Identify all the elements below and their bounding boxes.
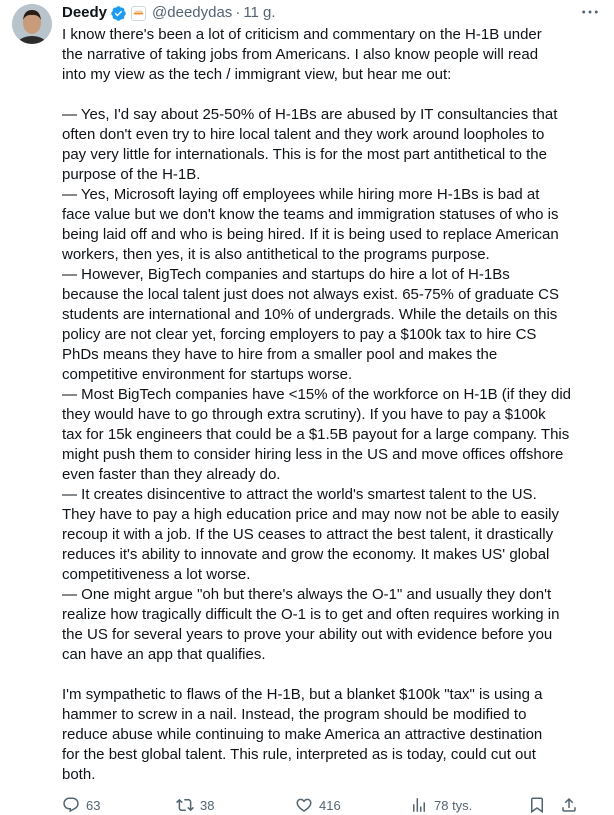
tweet-text-line: policy are not clear yet, forcing employers to pay a $100k tax to hire CS: [62, 326, 537, 343]
tweet-text-line: competitive environment for startups worse.: [62, 366, 353, 383]
repost-button[interactable]: [176, 795, 214, 815]
tweet-text-line: the narrative of taking jobs from Americans. I also know people will read: [62, 46, 539, 63]
tweet-text-line: competitiveness a lot worse.: [62, 566, 251, 583]
tweet-text-line: I'm sympathetic to flaws of the H-1B, but a blanket $100k "tax" is using a: [62, 686, 543, 703]
heart-icon: [295, 796, 313, 814]
tweet-text-line: might push them to consider hiring less in the US and move offices offshore: [62, 446, 564, 463]
reply-icon: [62, 796, 80, 814]
repost-icon: [176, 796, 194, 814]
reply-count: 63: [86, 797, 101, 813]
tweet-text-line: even faster than they already do.: [62, 466, 281, 483]
timestamp[interactable]: 11 g.: [243, 4, 276, 21]
tweet-text-line: — Yes, Microsoft laying off employees while hiring more H-1Bs is bad at: [62, 186, 540, 203]
tweet-text-line: into my view as the tech / immigrant view, but hear me out:: [62, 66, 452, 83]
tweet-text: [62, 25, 608, 785]
tweet-text-line: — One might argue "oh but there's always the O-1" and usually they don't: [62, 586, 552, 603]
tweet-header: [62, 3, 614, 23]
tweet-text-line: realize how tragically difficult the O-1 is to get and often requires working in: [62, 606, 560, 623]
share-icon: [560, 796, 578, 814]
tweet-text-line: They have to pay a high education price and may now not be able to easily: [62, 506, 559, 523]
tweet-text-line: — Yes, I'd say about 25-50% of H-1Bs are abused by IT consultancies that: [62, 106, 558, 123]
tweet-text-line: I know there's been a lot of criticism and commentary on the H-1B under: [62, 26, 542, 43]
tweet-text-line: workers, then yes, it is also antithetical to the programs purpose.: [62, 246, 490, 263]
tweet-text-line: for the best global talent. This rule, interpreted as is today, could cut out: [62, 746, 536, 763]
tweet-text-line: recoup it with a job. If the US ceases to attract the best talent, it drastically: [62, 526, 554, 543]
view-count: 78 tys.: [434, 797, 473, 813]
verified-badge-icon: [110, 5, 127, 22]
tweet-text-line: reduce abuse while continuing to make America an attractive destination: [62, 726, 543, 743]
tweet-text-line: the US for several years to prove your ability out with evidence before you: [62, 626, 553, 643]
tweet-text-line: because the local talent just does not always exist. 65-75% of graduate CS: [62, 286, 559, 303]
like-button[interactable]: [295, 795, 341, 815]
like-count: 416: [319, 797, 341, 813]
paragraph-gap: [62, 85, 608, 105]
tweet-text-line: face value but we don't know the teams and immigration statuses of who is: [62, 206, 559, 223]
tweet-text-line: PhDs means they have to hire from a smaller pool and makes the: [62, 346, 498, 363]
avatar[interactable]: [12, 4, 52, 44]
tweet-text-line: — However, BigTech companies and startups do hire a lot of H-1Bs: [62, 266, 510, 283]
tweet-text-line: hammer to screw in a nail. Instead, the program should be modified to: [62, 706, 527, 723]
tweet-text-line: pay very little for internationals. This is for the most part antithetical to the: [62, 146, 547, 163]
affiliate-logo-icon[interactable]: [131, 6, 146, 21]
bookmark-button[interactable]: [528, 795, 546, 815]
tweet-text-line: being laid off and who is being hired. If it is being used to replace American: [62, 226, 559, 243]
avatar-image: [12, 4, 52, 44]
action-bar: [62, 795, 582, 815]
tweet-text-line: they would have to go through extra scrutiny). If you have to pay a $100k: [62, 406, 546, 423]
share-button[interactable]: [560, 795, 578, 815]
views-icon: [410, 796, 428, 814]
tweet-text-line: both.: [62, 766, 96, 783]
bookmark-icon: [528, 796, 546, 814]
tweet-text-line: students are international and 10% of undergrads. While the details on this: [62, 306, 558, 323]
tweet-text-line: can have an app that qualifies.: [62, 646, 266, 663]
separator: ·: [235, 4, 241, 21]
more-icon[interactable]: [580, 4, 600, 20]
paragraph-gap: [62, 665, 608, 685]
tweet-text-line: — Most BigTech companies have <15% of the workforce on H-1B (if they did: [62, 386, 571, 403]
reply-button[interactable]: [62, 795, 100, 815]
display-name[interactable]: Deedy: [62, 4, 108, 21]
tweet-text-line: often don't even try to hire local talent and they work around loopholes to: [62, 126, 545, 143]
tweet-text-line: purpose of the H-1B.: [62, 166, 201, 183]
handle[interactable]: @deedydas: [152, 4, 233, 21]
views-button[interactable]: [410, 795, 472, 815]
tweet-text-line: reduces it's ability to innovate and grow the economy. It makes US' global: [62, 546, 550, 563]
tweet-text-line: — It creates disincentive to attract the world's smartest talent to the US.: [62, 486, 537, 503]
repost-count: 38: [200, 797, 215, 813]
tweet-text-line: tax for 15k engineers that could be a $1.5B payout for a large company. This: [62, 426, 570, 443]
